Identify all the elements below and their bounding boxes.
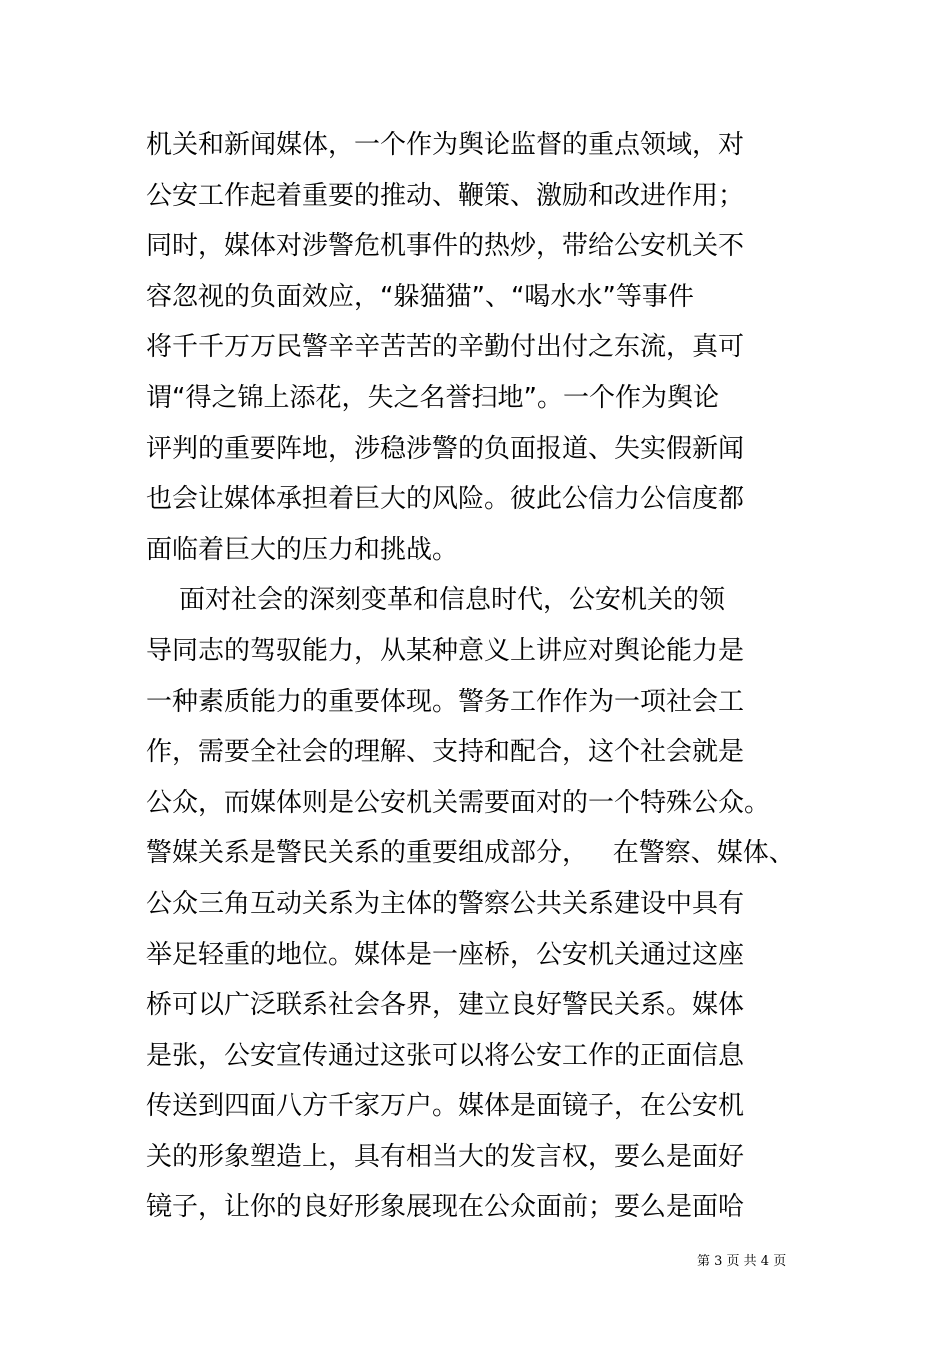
text-line: 镜子，让你的良好形象展现在公众面前；要么是面哈 [146,1192,745,1223]
body-text [146,120,846,1233]
text-line: 一种素质能力的重要体现。警务工作作为一项社会工 [146,686,745,717]
text-line: 关的形象塑造上，具有相当大的发言权，要么是面好 [146,1141,745,1172]
page-number-footer: 第 3 页 共 4 页 [697,1254,787,1269]
text-line: 作，需要全社会的理解、支持和配合，这个社会就是 [146,737,745,768]
text-line: 警媒关系是警民关系的重要组成部分， 在警察、媒体、 [146,838,795,869]
text-line: 评判的重要阵地，涉稳涉警的负面报道、失实假新闻 [146,433,745,464]
text-line: 机关和新闻媒体，一个作为舆论监督的重点领域，对 [146,130,745,160]
text-line: 公众，而媒体则是公安机关需要面对的一个特殊公众。 [146,787,771,818]
text-line: 是张，公安宣传通过这张可以将公安工作的正面信息 [146,1040,745,1071]
text-line: 传送到四面八方千家万户。媒体是面镜子，在公安机 [146,1091,745,1122]
text-line: 容忽视的负面效应，“躲猫猫”、“喝水水”等事件 [146,281,694,312]
text-line: 公安工作起着重要的推动、鞭策、激励和改进作用； [146,180,745,211]
text-line: 同时，媒体对涉警危机事件的热炒，带给公安机关不 [146,231,745,262]
text-line: 导同志的驾驭能力，从某种意义上讲应对舆论能力是 [146,635,745,666]
text-line: 面临着巨大的压力和挑战。 [146,534,459,565]
text-line: 谓“得之锦上添花，失之名誉扫地”。一个作为舆论 [146,382,719,413]
text-line: 也会让媒体承担着巨大的风险。彼此公信力公信度都 [146,484,745,515]
text-line: 面对社会的深刻变革和信息时代，公安机关的领 [146,585,726,616]
text-line: 公众三角互动关系为主体的警察公共关系建设中具有 [146,888,745,919]
text-line: 将千千万万民警辛辛苦苦的辛勤付出付之东流，真可 [146,332,745,363]
text-line: 桥可以广泛联系社会各界，建立良好警民关系。媒体 [146,990,745,1021]
text-line: 举足轻重的地位。媒体是一座桥，公安机关通过这座 [146,939,745,970]
